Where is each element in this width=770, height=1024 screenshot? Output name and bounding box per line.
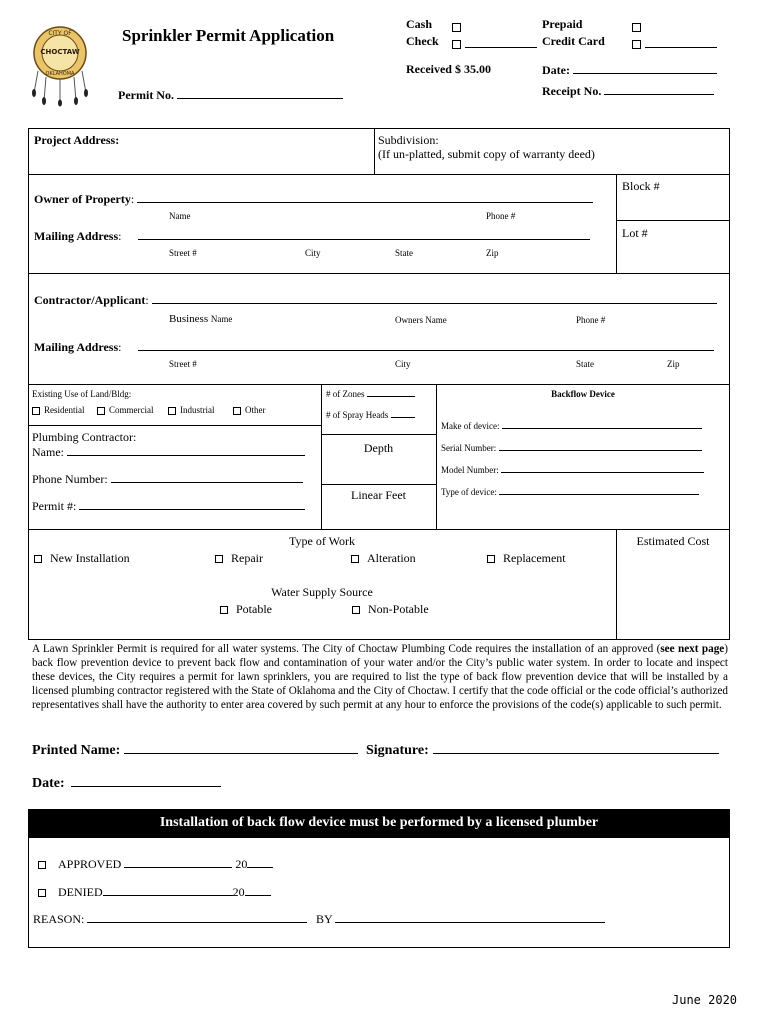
backflow-model-field[interactable] bbox=[441, 465, 704, 475]
land-use-commercial[interactable] bbox=[97, 405, 154, 415]
subdivision-note: (If un-platted, submit copy of warranty deed) bbox=[378, 147, 595, 161]
prepaid-option[interactable] bbox=[542, 17, 582, 32]
licensed-plumber-banner: Installation of back flow device must be performed by a licensed plumber bbox=[29, 810, 729, 838]
printed-name-field[interactable] bbox=[32, 740, 358, 759]
approved-field[interactable] bbox=[38, 856, 273, 872]
type-label: Type of device: bbox=[441, 487, 497, 497]
business-caption: Business bbox=[169, 313, 209, 325]
owner-city-caption: City bbox=[305, 248, 321, 258]
credit-card-label: Credit Card bbox=[542, 34, 605, 48]
industrial-label: Industrial bbox=[180, 405, 215, 415]
receipt-label: Receipt No. bbox=[542, 84, 602, 98]
contractor-label: Contractor/Applicant bbox=[34, 293, 146, 307]
estimated-cost-label: Estimated Cost bbox=[636, 534, 710, 548]
signature-date-field[interactable] bbox=[32, 773, 221, 792]
revision-date: June 2020 bbox=[672, 993, 738, 1007]
plumbing-name-label: Name: bbox=[32, 445, 64, 459]
signature-label: Signature: bbox=[366, 743, 429, 758]
contractor-street-caption: Street # bbox=[169, 359, 197, 369]
svg-text:OKLAHOMA: OKLAHOMA bbox=[45, 71, 75, 77]
plumbing-phone-label: Phone Number: bbox=[32, 472, 108, 486]
linear-feet-label: Linear Feet bbox=[351, 488, 406, 502]
contractor-phone-caption: Phone # bbox=[576, 315, 606, 325]
approved-label: APPROVED bbox=[58, 857, 122, 871]
commercial-label: Commercial bbox=[109, 405, 154, 415]
owner-field[interactable]: Owner of Property: bbox=[34, 191, 593, 207]
cash-checkbox[interactable] bbox=[452, 18, 461, 36]
owner-mailing-label: Mailing Address bbox=[34, 229, 119, 243]
potable-label: Potable bbox=[236, 602, 272, 616]
credit-card-checkbox[interactable] bbox=[632, 35, 717, 53]
signature-field[interactable] bbox=[366, 740, 719, 759]
approved-year-prefix: 20 bbox=[235, 857, 248, 871]
cash-label: Cash bbox=[406, 17, 433, 31]
owner-state-caption: State bbox=[395, 248, 413, 258]
denied-label: DENIED bbox=[58, 885, 103, 899]
denied-field[interactable] bbox=[38, 884, 271, 900]
by-label: BY bbox=[316, 912, 333, 926]
city-seal-logo bbox=[28, 23, 92, 107]
permit-notice bbox=[32, 643, 728, 713]
notice-part-1: A Lawn Sprinkler Permit is required for all water systems. The City of Choctaw Plumbing Code requires the installation of an approved ( bbox=[32, 643, 661, 655]
credit-card-option[interactable] bbox=[542, 34, 605, 49]
owner-label: Owner of Property bbox=[34, 192, 131, 206]
owner-name-caption: Name bbox=[169, 211, 191, 221]
approved-by-field[interactable] bbox=[316, 911, 605, 927]
notice-bold: see next page bbox=[660, 643, 725, 655]
printed-name-label: Printed Name: bbox=[32, 743, 121, 758]
owner-street-caption: Street # bbox=[169, 248, 197, 258]
zones-label: # of Zones bbox=[326, 389, 365, 399]
other-label: Other bbox=[245, 405, 266, 415]
form-title: Sprinkler Permit Application bbox=[122, 26, 335, 45]
contractor-mailing-field[interactable]: Mailing Address: bbox=[34, 339, 714, 355]
denied-year-prefix: 20 bbox=[232, 885, 245, 899]
reason-field[interactable] bbox=[33, 911, 307, 927]
backflow-make-field[interactable] bbox=[441, 421, 702, 431]
date-label: Date: bbox=[542, 63, 570, 77]
land-use-other[interactable] bbox=[233, 405, 266, 415]
permit-no-label: Permit No. bbox=[118, 88, 174, 102]
check-label: Check bbox=[406, 34, 439, 48]
owner-mailing-field[interactable]: Mailing Address: bbox=[34, 228, 590, 244]
land-use-residential[interactable] bbox=[32, 405, 85, 415]
serial-label: Serial Number: bbox=[441, 443, 497, 453]
business-name-caption: Name bbox=[210, 314, 233, 324]
notice-part-2: ) back flow prevention device to prevent back flow and contamination of your water and/or the City’s public water system. In order to locate and inspect these devices, the City requires a permit for lawn sprinklers, you are required to list the type of back flow prevention device that will be installed by a licensed plumbing contractor registered with the State of Oklahoma and the City of Choctaw. I certify that the code official or the code official’s authorized representatives shall have the authority to enter area covered by such permit at any hour to enforce the provisions of the code(s) applicable to such permit. bbox=[32, 643, 728, 711]
block-label: Block # bbox=[622, 179, 660, 193]
residential-label: Residential bbox=[44, 405, 85, 415]
land-use-industrial[interactable] bbox=[168, 405, 215, 415]
check-option[interactable] bbox=[406, 34, 439, 49]
repair-label: Repair bbox=[231, 551, 263, 565]
contractor-business-caption bbox=[169, 313, 232, 325]
work-new-installation[interactable] bbox=[34, 551, 130, 566]
make-label: Make of device: bbox=[441, 421, 500, 431]
reason-label: REASON: bbox=[33, 912, 85, 926]
contractor-field[interactable]: Contractor/Applicant: bbox=[34, 292, 717, 308]
signature-date-label: Date: bbox=[32, 776, 65, 791]
depth-label: Depth bbox=[363, 441, 394, 455]
lot-label: Lot # bbox=[622, 226, 648, 240]
svg-text:CITY OF: CITY OF bbox=[48, 30, 72, 37]
project-address-label: Project Address: bbox=[34, 133, 120, 147]
svg-text:CHOCTAW: CHOCTAW bbox=[40, 48, 80, 56]
non-potable-label: Non-Potable bbox=[368, 602, 429, 616]
replacement-label: Replacement bbox=[503, 551, 566, 565]
water-non-potable[interactable] bbox=[352, 602, 429, 617]
cash-option[interactable] bbox=[406, 17, 432, 32]
permit-no-field[interactable] bbox=[118, 87, 343, 103]
backflow-serial-field[interactable] bbox=[441, 443, 702, 453]
contractor-zip-caption: Zip bbox=[667, 359, 680, 369]
work-replacement[interactable] bbox=[487, 551, 566, 566]
land-use-label: Existing Use of Land/Bldg: bbox=[32, 389, 132, 399]
work-repair[interactable] bbox=[215, 551, 263, 566]
contractor-city-caption: City bbox=[395, 359, 411, 369]
water-supply-label: Water Supply Source bbox=[271, 585, 373, 599]
plumbing-phone-field[interactable] bbox=[32, 471, 303, 487]
contractor-mailing-label: Mailing Address bbox=[34, 340, 119, 354]
work-alteration[interactable] bbox=[351, 551, 416, 566]
spray-heads-label: # of Spray Heads bbox=[326, 410, 389, 420]
check-checkbox[interactable] bbox=[452, 35, 537, 53]
alteration-label: Alteration bbox=[367, 551, 416, 565]
backflow-type-field[interactable] bbox=[441, 487, 699, 497]
prepaid-label: Prepaid bbox=[542, 17, 583, 31]
contractor-section bbox=[28, 273, 730, 385]
type-of-work-label: Type of Work bbox=[289, 534, 355, 548]
received-amount: Received $ 35.00 bbox=[406, 62, 491, 76]
plumbing-name-field[interactable] bbox=[32, 444, 305, 460]
plumbing-permit-label: Permit #: bbox=[32, 499, 77, 513]
zones-field[interactable] bbox=[326, 389, 415, 399]
owners-name-caption: Owners Name bbox=[395, 315, 447, 325]
spray-heads-field[interactable] bbox=[326, 410, 415, 420]
subdivision-label: Subdivision: bbox=[378, 133, 439, 147]
date-field[interactable] bbox=[542, 62, 717, 78]
backflow-title: Backflow Device bbox=[551, 389, 615, 399]
plumbing-contractor-label: Plumbing Contractor: bbox=[32, 430, 137, 444]
contractor-state-caption: State bbox=[576, 359, 594, 369]
model-label: Model Number: bbox=[441, 465, 499, 475]
water-potable[interactable] bbox=[220, 602, 272, 617]
prepaid-checkbox[interactable] bbox=[632, 18, 641, 36]
receipt-no-field[interactable] bbox=[542, 83, 714, 99]
owner-zip-caption: Zip bbox=[486, 248, 499, 258]
new-installation-label: New Installation bbox=[50, 551, 130, 565]
owner-phone-caption: Phone # bbox=[486, 211, 516, 221]
plumbing-permit-field[interactable] bbox=[32, 498, 305, 514]
